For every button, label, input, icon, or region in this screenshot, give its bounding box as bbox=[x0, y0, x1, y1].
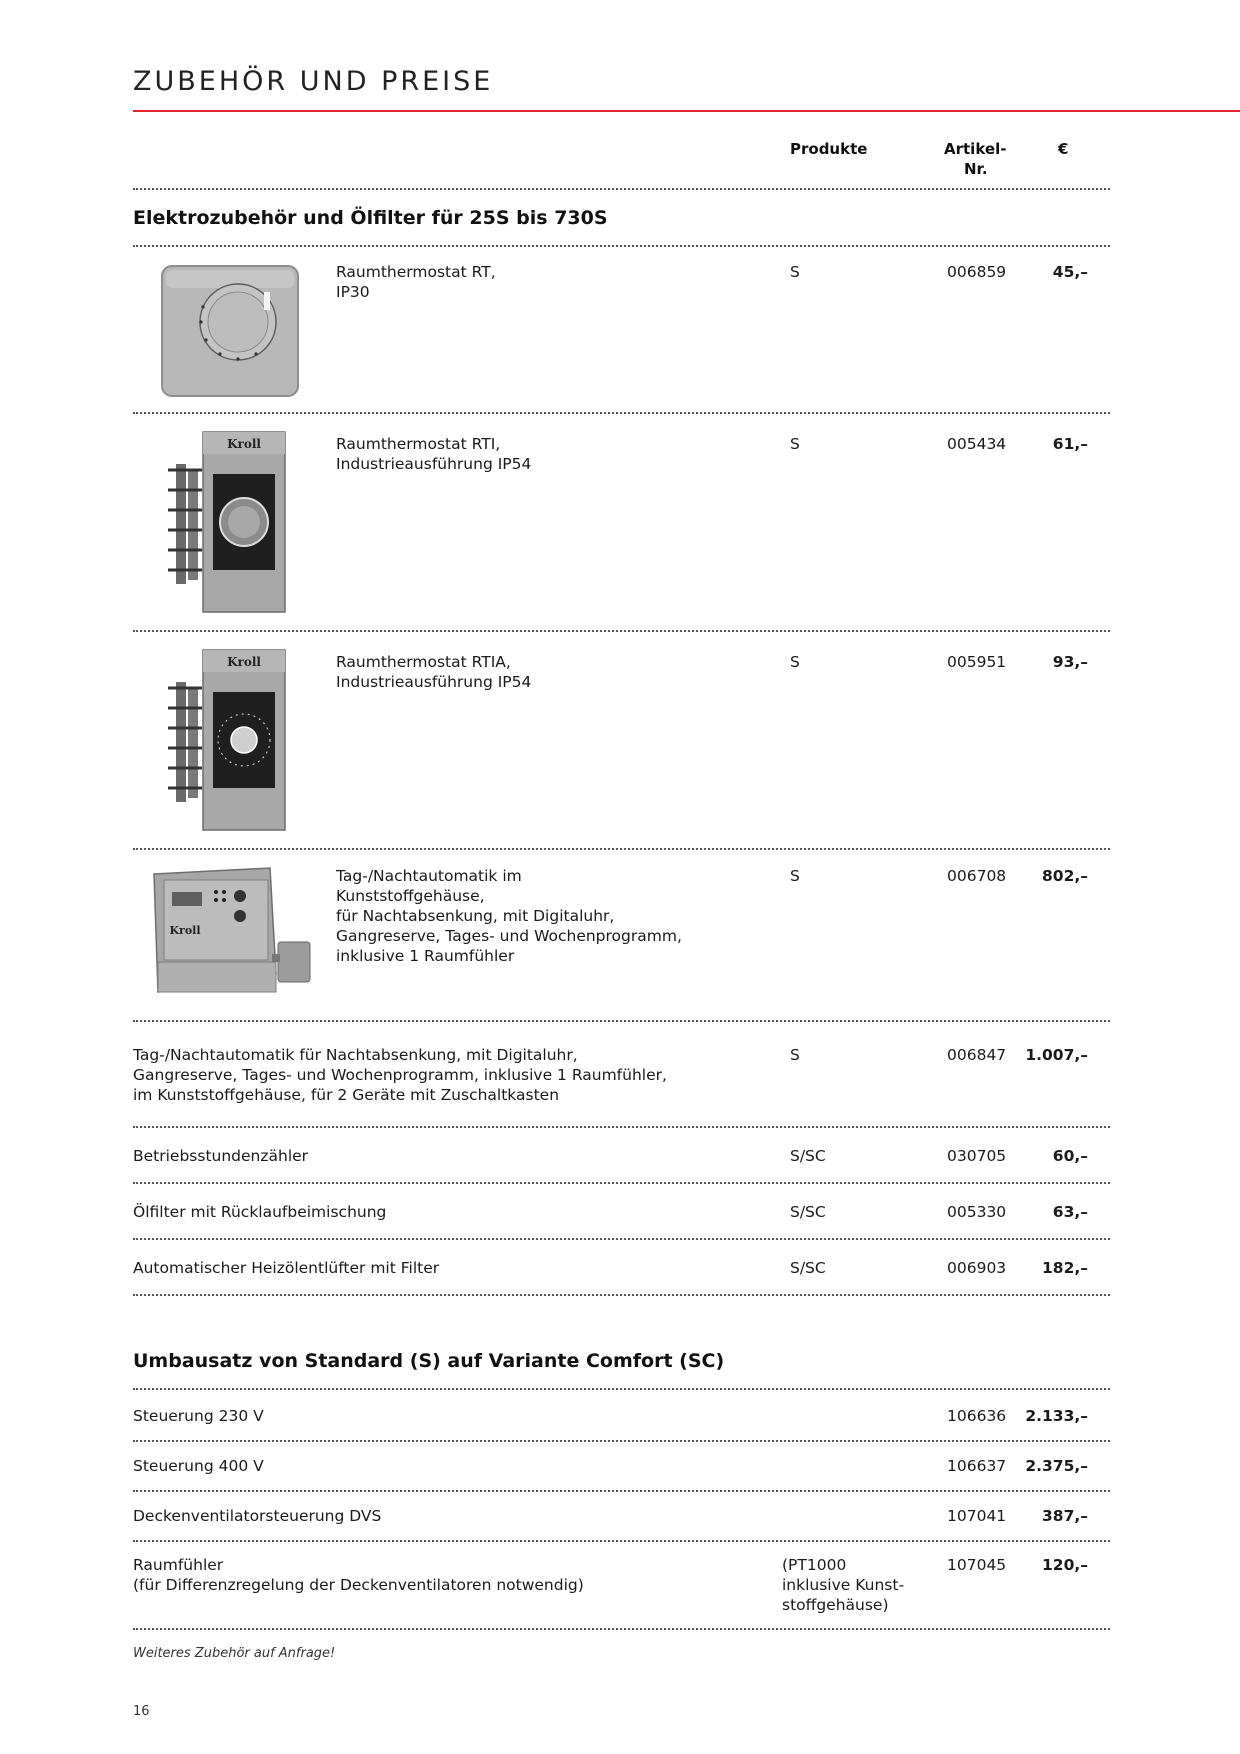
item-price: 1.007,– bbox=[1025, 1046, 1088, 1064]
divider bbox=[133, 1238, 1110, 1240]
item-produkte: S bbox=[790, 263, 800, 281]
item-produkte: S bbox=[790, 1046, 800, 1064]
svg-text:Kroll: Kroll bbox=[169, 924, 201, 937]
item-description: Raumthermostat RT, IP30 bbox=[336, 263, 496, 301]
divider bbox=[133, 1126, 1110, 1128]
item-description: Steuerung 230 V bbox=[133, 1407, 264, 1425]
title-rule bbox=[133, 110, 1240, 112]
footnote: Weiteres Zubehör auf Anfrage! bbox=[133, 1646, 336, 1661]
divider bbox=[133, 412, 1110, 414]
item-price: 2.375,– bbox=[1025, 1457, 1088, 1475]
section-title-elektrozubehoer: Elektrozubehör und Ölfilter für 25S bis 730S bbox=[133, 207, 608, 229]
round-dial-thermostat-image bbox=[158, 262, 303, 404]
item-artikel-nr: 106636 bbox=[947, 1407, 1007, 1425]
item-produkte: S bbox=[790, 435, 800, 453]
divider bbox=[133, 1020, 1110, 1022]
page-title: ZUBEHÖR UND PREISE bbox=[133, 66, 494, 97]
item-price: 2.133,– bbox=[1025, 1407, 1088, 1425]
item-artikel-nr: 107045 bbox=[947, 1556, 1007, 1574]
item-artikel-nr: 006859 bbox=[947, 263, 1007, 281]
divider bbox=[133, 188, 1110, 190]
item-produkte: S/SC bbox=[790, 1259, 826, 1277]
divider bbox=[133, 1540, 1110, 1542]
item-description: Automatischer Heizölentlüfter mit Filter bbox=[133, 1259, 440, 1277]
item-produkte: S/SC bbox=[790, 1203, 826, 1221]
divider bbox=[133, 848, 1110, 850]
page-number: 16 bbox=[133, 1704, 150, 1719]
industrial-thermostat-image bbox=[158, 430, 293, 619]
column-header-produkte: Produkte bbox=[790, 140, 868, 158]
item-description: Tag-/Nachtautomatik für Nachtabsenkung, mit Digitaluhr, Gangreserve, Tages- und Wochenprogramm, inklusive 1 Raumfühler, im Kunststoffgehäuse, für 2 Geräte mit Zuschaltkasten bbox=[133, 1046, 667, 1104]
item-price: 63,– bbox=[1052, 1203, 1088, 1221]
item-produkte: S bbox=[790, 653, 800, 671]
item-description: Raumthermostat RTIA, Industrieausführung IP54 bbox=[336, 653, 532, 691]
item-price: 120,– bbox=[1042, 1556, 1088, 1574]
item-price: 60,– bbox=[1052, 1147, 1088, 1165]
item-artikel-nr: 106637 bbox=[947, 1457, 1007, 1475]
item-artikel-nr: 107041 bbox=[947, 1507, 1007, 1525]
divider bbox=[133, 245, 1110, 247]
divider bbox=[133, 630, 1110, 632]
item-price: 182,– bbox=[1042, 1259, 1088, 1277]
item-artikel-nr: 005951 bbox=[947, 653, 1007, 671]
item-price: 45,– bbox=[1052, 263, 1088, 281]
item-artikel-nr: 030705 bbox=[947, 1147, 1007, 1165]
industrial-thermostat-scale-image bbox=[158, 648, 293, 837]
item-produkte: S bbox=[790, 867, 800, 885]
column-header-euro: € bbox=[1058, 140, 1069, 158]
item-description: Raumthermostat RTI, Industrieausführung IP54 bbox=[336, 435, 532, 473]
item-produkte: S/SC bbox=[790, 1147, 826, 1165]
item-description: Deckenventilatorsteuerung DVS bbox=[133, 1507, 382, 1525]
item-artikel-nr: 005330 bbox=[947, 1203, 1007, 1221]
divider bbox=[133, 1388, 1110, 1390]
item-artikel-nr: 005434 bbox=[947, 435, 1007, 453]
day-night-controller-image bbox=[150, 864, 320, 1006]
item-description: Raumfühler (für Differenzregelung der Deckenventilatoren notwendig) bbox=[133, 1556, 584, 1594]
item-description: Tag-/Nachtautomatik im Kunststoffgehäuse, für Nachtabsenkung, mit Digitaluhr, Gangreserve, Tages- und Wochenprogramm, inklusive 1 Raumfühler bbox=[336, 867, 682, 965]
divider bbox=[133, 1628, 1110, 1630]
item-price: 387,– bbox=[1042, 1507, 1088, 1525]
item-artikel-nr: 006708 bbox=[947, 867, 1007, 885]
divider bbox=[133, 1490, 1110, 1492]
column-header-nr: Nr. bbox=[964, 160, 988, 178]
svg-text:Kroll: Kroll bbox=[227, 437, 261, 451]
divider bbox=[133, 1440, 1110, 1442]
svg-text:Kroll: Kroll bbox=[227, 655, 261, 669]
item-artikel-nr: 006847 bbox=[947, 1046, 1007, 1064]
section-title-umbausatz: Umbausatz von Standard (S) auf Variante Comfort (SC) bbox=[133, 1350, 725, 1372]
divider bbox=[133, 1182, 1110, 1184]
item-price: 61,– bbox=[1052, 435, 1088, 453]
divider bbox=[133, 1294, 1110, 1296]
item-produkte-note: (PT1000 inklusive Kunst- stoffgehäuse) bbox=[782, 1556, 905, 1614]
item-artikel-nr: 006903 bbox=[947, 1259, 1007, 1277]
item-price: 802,– bbox=[1042, 867, 1088, 885]
column-header-artikel: Artikel- bbox=[944, 140, 1007, 158]
item-description: Betriebsstundenzähler bbox=[133, 1147, 309, 1165]
item-description: Steuerung 400 V bbox=[133, 1457, 264, 1475]
item-description: Ölfilter mit Rücklaufbeimischung bbox=[133, 1203, 387, 1221]
item-price: 93,– bbox=[1052, 653, 1088, 671]
